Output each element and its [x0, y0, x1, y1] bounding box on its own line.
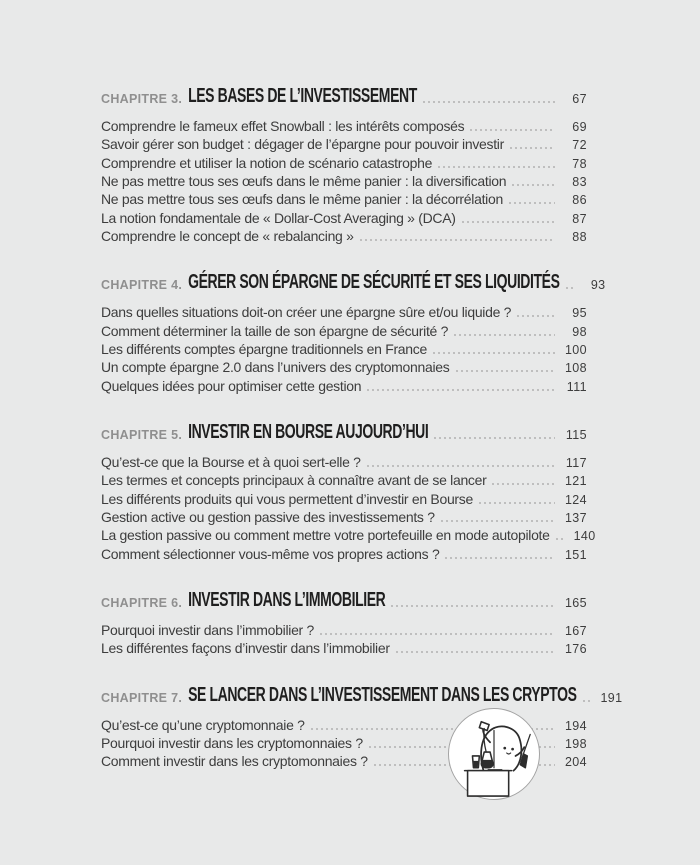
toc-entry-row — [101, 341, 587, 359]
toc-entry-page-number: 98 — [572, 324, 587, 339]
chapter-number-label: CHAPITRE 5. — [101, 427, 183, 442]
toc-entry-label: Gestion active ou gestion passive des investissements ? — [101, 508, 435, 525]
dot-leader-icon — [479, 502, 555, 504]
dot-leader-icon — [438, 166, 555, 168]
toc-entry-row — [101, 118, 587, 136]
toc-entry-row — [101, 491, 587, 509]
toc-entry-page-number: 83 — [572, 174, 587, 189]
toc-entry-row — [101, 210, 587, 228]
toc-entry-label: Un compte épargne 2.0 dans l’univers des cryptomonnaies — [101, 359, 450, 376]
toc-entry-label: Quelques idées pour optimiser cette gestion — [101, 377, 362, 394]
chapter-title: INVESTIR DANS L’IMMOBILIER — [188, 587, 386, 611]
toc-entry-row — [101, 378, 587, 396]
toc-sections — [101, 83, 623, 772]
chapter-heading-row — [101, 419, 587, 448]
toc-entry-row — [101, 472, 587, 490]
brush-handle — [523, 734, 530, 754]
toc-entry-page-number: 95 — [572, 306, 587, 321]
chapter-section — [101, 83, 587, 246]
chapter-title: SE LANCER DANS L’INVESTISSEMENT DANS LES CRYPTOS — [188, 681, 577, 706]
toc-entry-label: Comment investir dans les cryptomonnaies ? — [101, 753, 368, 770]
chapter-title: GÉRER SON ÉPARGNE DE SÉCURITÉ ET SES LIQUIDITÉS — [188, 269, 560, 293]
dot-leader-icon — [510, 147, 555, 149]
toc-entry-label: Comment déterminer la taille de son épargne de sécurité ? — [101, 322, 449, 339]
toc-entry-label: Les différents produits qui vous permettent d’investir en Bourse — [101, 490, 473, 507]
toc-entry-label: Comprendre et utiliser la notion de scénario catastrophe — [101, 154, 433, 171]
dot-leader-icon — [456, 370, 556, 372]
chapter-section — [101, 419, 596, 564]
toc-entry-label: Qu’est-ce que la Bourse et à quoi sert-elle ? — [101, 453, 361, 470]
chapter-page-number: 191 — [600, 690, 623, 705]
toc-entry-row — [101, 622, 587, 640]
chapter-number-label: CHAPITRE 3. — [101, 92, 183, 106]
dot-leader-icon — [556, 538, 564, 540]
toc-entry-label: Comprendre le concept de « rebalancing » — [101, 227, 354, 244]
chapter-page-number: 67 — [572, 92, 587, 106]
dot-leader-icon — [492, 483, 555, 485]
dot-leader-icon — [566, 287, 574, 289]
chapter-page-number: 93 — [590, 278, 606, 293]
toc-entry-label: Pourquoi investir dans l’immobilier ? — [101, 621, 314, 638]
dot-leader-icon — [445, 557, 555, 559]
toc-entry-row — [101, 527, 596, 545]
mascot-illustration — [448, 708, 540, 800]
chapter-number-label: CHAPITRE 7. — [101, 690, 183, 705]
toc-entry-label: Comment sélectionner vous-même vos propres actions ? — [101, 545, 440, 562]
dot-leader-icon — [512, 184, 555, 186]
dot-leader-icon — [441, 520, 555, 522]
dot-leader-icon — [423, 101, 555, 103]
toc-entry-page-number: 124 — [564, 492, 587, 507]
toc-entry-label: Comprendre le fameux effet Snowball : les intérêts composés — [101, 118, 465, 134]
dot-leader-icon — [391, 605, 555, 607]
dot-leader-icon — [360, 239, 555, 241]
toc-entry-page-number: 140 — [573, 529, 596, 544]
chapter-section — [101, 587, 587, 659]
toc-entry-page-number: 72 — [572, 138, 587, 153]
chapter-heading-row — [101, 587, 587, 616]
toc-entry-page-number: 78 — [572, 156, 587, 171]
toc-entry-row — [101, 155, 587, 173]
chapter-title: LES BASES DE L’INVESTISSEMENT — [188, 83, 417, 107]
toc-entry-label: Les différents comptes épargne traditionnels en France — [101, 340, 427, 357]
chapter-heading-row — [101, 681, 623, 711]
toc-entry-page-number: 151 — [564, 547, 587, 562]
toc-entry-label: Ne pas mettre tous ses œufs dans le même panier : la décorrélation — [101, 191, 503, 208]
toc-entry-label: Qu’est-ce qu’une cryptomonnaie ? — [101, 716, 305, 733]
toc-entry-page-number: 69 — [572, 120, 587, 134]
dot-leader-icon — [454, 334, 555, 336]
toc-entry-page-number: 88 — [572, 229, 587, 244]
toc-entry-row — [101, 359, 587, 377]
chapter-number-label: CHAPITRE 4. — [101, 278, 183, 293]
toc-entry-page-number: 167 — [564, 623, 587, 638]
dot-leader-icon — [517, 315, 555, 317]
toc-entry-label: Les différentes façons d’investir dans l’immobilier — [101, 640, 390, 657]
toc-entry-page-number: 86 — [572, 193, 587, 208]
toc-entry-row — [101, 304, 587, 322]
toc-entry-label: Ne pas mettre tous ses œufs dans le même panier : la diversification — [101, 172, 507, 189]
toc-entry-label: La notion fondamentale de « Dollar-Cost Averaging » (DCA) — [101, 209, 456, 226]
dot-leader-icon — [434, 437, 555, 439]
toc-entry-page-number: 117 — [565, 455, 587, 470]
toc-entry-page-number: 100 — [564, 342, 587, 357]
toc-entry-row — [101, 228, 587, 246]
chapter-number-label: CHAPITRE 6. — [101, 595, 183, 610]
chapter-page-number: 165 — [564, 595, 587, 610]
toc-entry-row — [101, 136, 587, 154]
toc-entry-label: La gestion passive ou comment mettre votre portefeuille en mode autopilote — [101, 527, 550, 544]
dot-leader-icon — [367, 389, 555, 391]
dot-leader-icon — [470, 129, 555, 131]
toc-entry-page-number: 121 — [564, 474, 587, 489]
toc-entry-page-number: 87 — [572, 211, 587, 226]
dot-leader-icon — [509, 202, 555, 204]
toc-entry-row — [101, 323, 587, 341]
table-front — [468, 771, 509, 796]
dot-leader-icon — [462, 221, 555, 223]
toc-entry-label: Pourquoi investir dans les cryptomonnaies ? — [101, 734, 363, 751]
mascot-eye-left — [503, 747, 506, 750]
toc-entry-page-number: 111 — [566, 379, 587, 394]
toc-entry-row — [101, 640, 587, 658]
flask-liquid — [481, 760, 493, 768]
toc-entry-row — [101, 191, 587, 209]
glass-liquid — [473, 761, 478, 768]
toc-entry-label: Savoir gérer son budget : dégager de l’épargne pour pouvoir investir — [101, 136, 504, 153]
toc-entry-row — [101, 454, 587, 472]
dot-leader-icon — [367, 465, 555, 467]
toc-entry-page-number: 137 — [564, 510, 587, 525]
toc-entry-label: Les termes et concepts principaux à connaître avant de se lancer — [101, 472, 487, 489]
dot-leader-icon — [396, 651, 555, 653]
chapter-heading-row — [101, 83, 587, 112]
toc-entry-row — [101, 509, 587, 527]
mascot-eye-right — [511, 748, 514, 751]
toc-entry-page-number: 108 — [564, 361, 587, 376]
chapter-page-number: 115 — [565, 427, 587, 442]
toc-entry-page-number: 194 — [564, 718, 587, 733]
toc-entry-row — [101, 173, 587, 191]
dot-leader-icon — [433, 352, 555, 354]
chapter-title: INVESTIR EN BOURSE AUJOURD’HUI — [188, 419, 429, 443]
blob-character-chemistry-icon — [449, 709, 539, 799]
dot-leader-icon — [583, 700, 591, 702]
chapter-heading-row — [101, 269, 606, 298]
toc-entry-page-number: 204 — [564, 755, 587, 770]
toc-entry-row — [101, 546, 587, 564]
chapter-section — [101, 269, 606, 396]
dot-leader-icon — [320, 633, 555, 635]
toc-entry-page-number: 198 — [564, 736, 587, 751]
toc-entry-page-number: 176 — [564, 642, 587, 657]
toc-entry-label: Dans quelles situations doit-on créer une épargne sûre et/ou liquide ? — [101, 304, 512, 321]
